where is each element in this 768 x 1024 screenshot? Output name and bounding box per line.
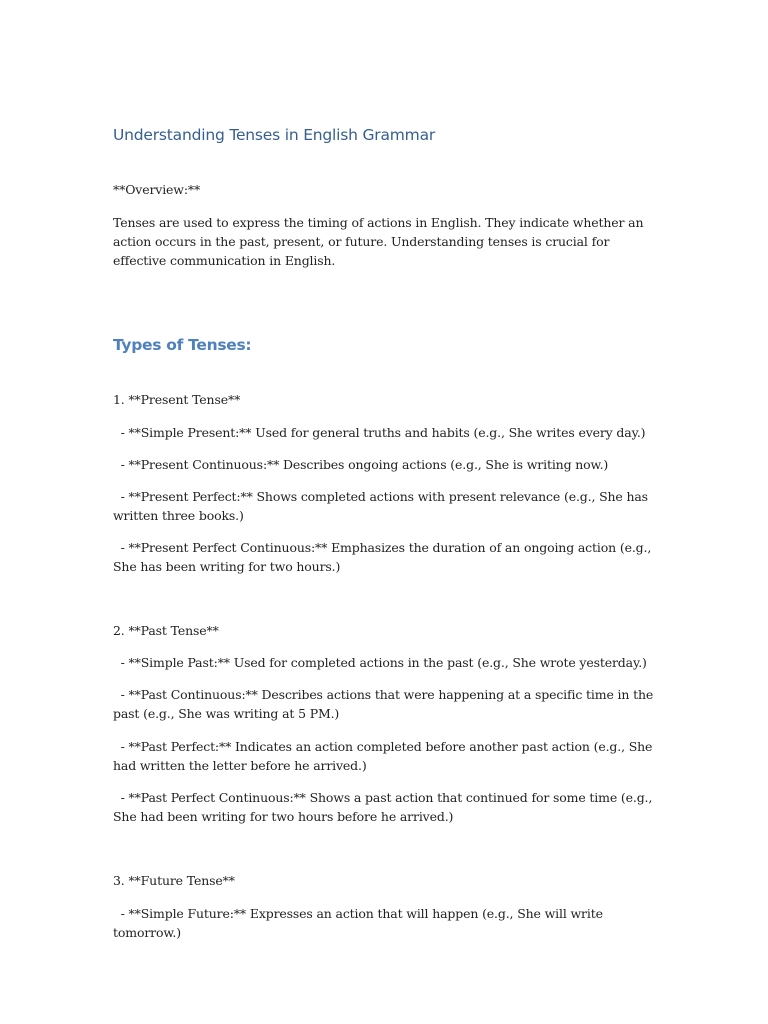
document-title: Understanding Tenses in English Grammar: [113, 126, 436, 144]
list-item-present-perfect: - **Present Perfect:** Shows completed actions with present relevance (e.g., She has written three books.): [113, 489, 652, 523]
list-item-present-continuous: - **Present Continuous:** Describes ongoing actions (e.g., She is writing now.): [113, 457, 609, 472]
past-tense-heading: 2. **Past Tense**: [113, 623, 219, 638]
future-tense-heading: 3. **Future Tense**: [113, 873, 235, 888]
present-tense-heading: 1. **Present Tense**: [113, 392, 241, 407]
list-item-simple-past: - **Simple Past:** Used for completed actions in the past (e.g., She wrote yesterday.): [113, 655, 647, 670]
list-item-past-perfect-continuous: - **Past Perfect Continuous:** Shows a past action that continued for some time (e.g., She had been writing for two hours before he arrived.): [113, 790, 657, 824]
list-item-present-perfect-continuous: - **Present Perfect Continuous:** Emphasizes the duration of an ongoing action (e.g., She has been writing for two hours.): [113, 540, 655, 574]
list-item-simple-future: - **Simple Future:** Expresses an action that will happen (e.g., She will write tomorrow.): [113, 906, 607, 940]
types-heading: Types of Tenses:: [113, 336, 252, 354]
overview-paragraph: Tenses are used to express the timing of actions in English. They indicate whether an action occurs in the past, present, or future. Understanding tenses is crucial for effective communication in English.: [113, 215, 644, 268]
overview-label: **Overview:**: [113, 182, 201, 197]
list-item-past-perfect: - **Past Perfect:** Indicates an action completed before another past action (e.g., She had written the letter before he arrived.): [113, 739, 657, 773]
list-item-simple-present: - **Simple Present:** Used for general truths and habits (e.g., She writes every day.): [113, 425, 646, 440]
list-item-past-continuous: - **Past Continuous:** Describes actions that were happening at a specific time in the past (e.g., She was writing at 5 PM.): [113, 687, 657, 721]
